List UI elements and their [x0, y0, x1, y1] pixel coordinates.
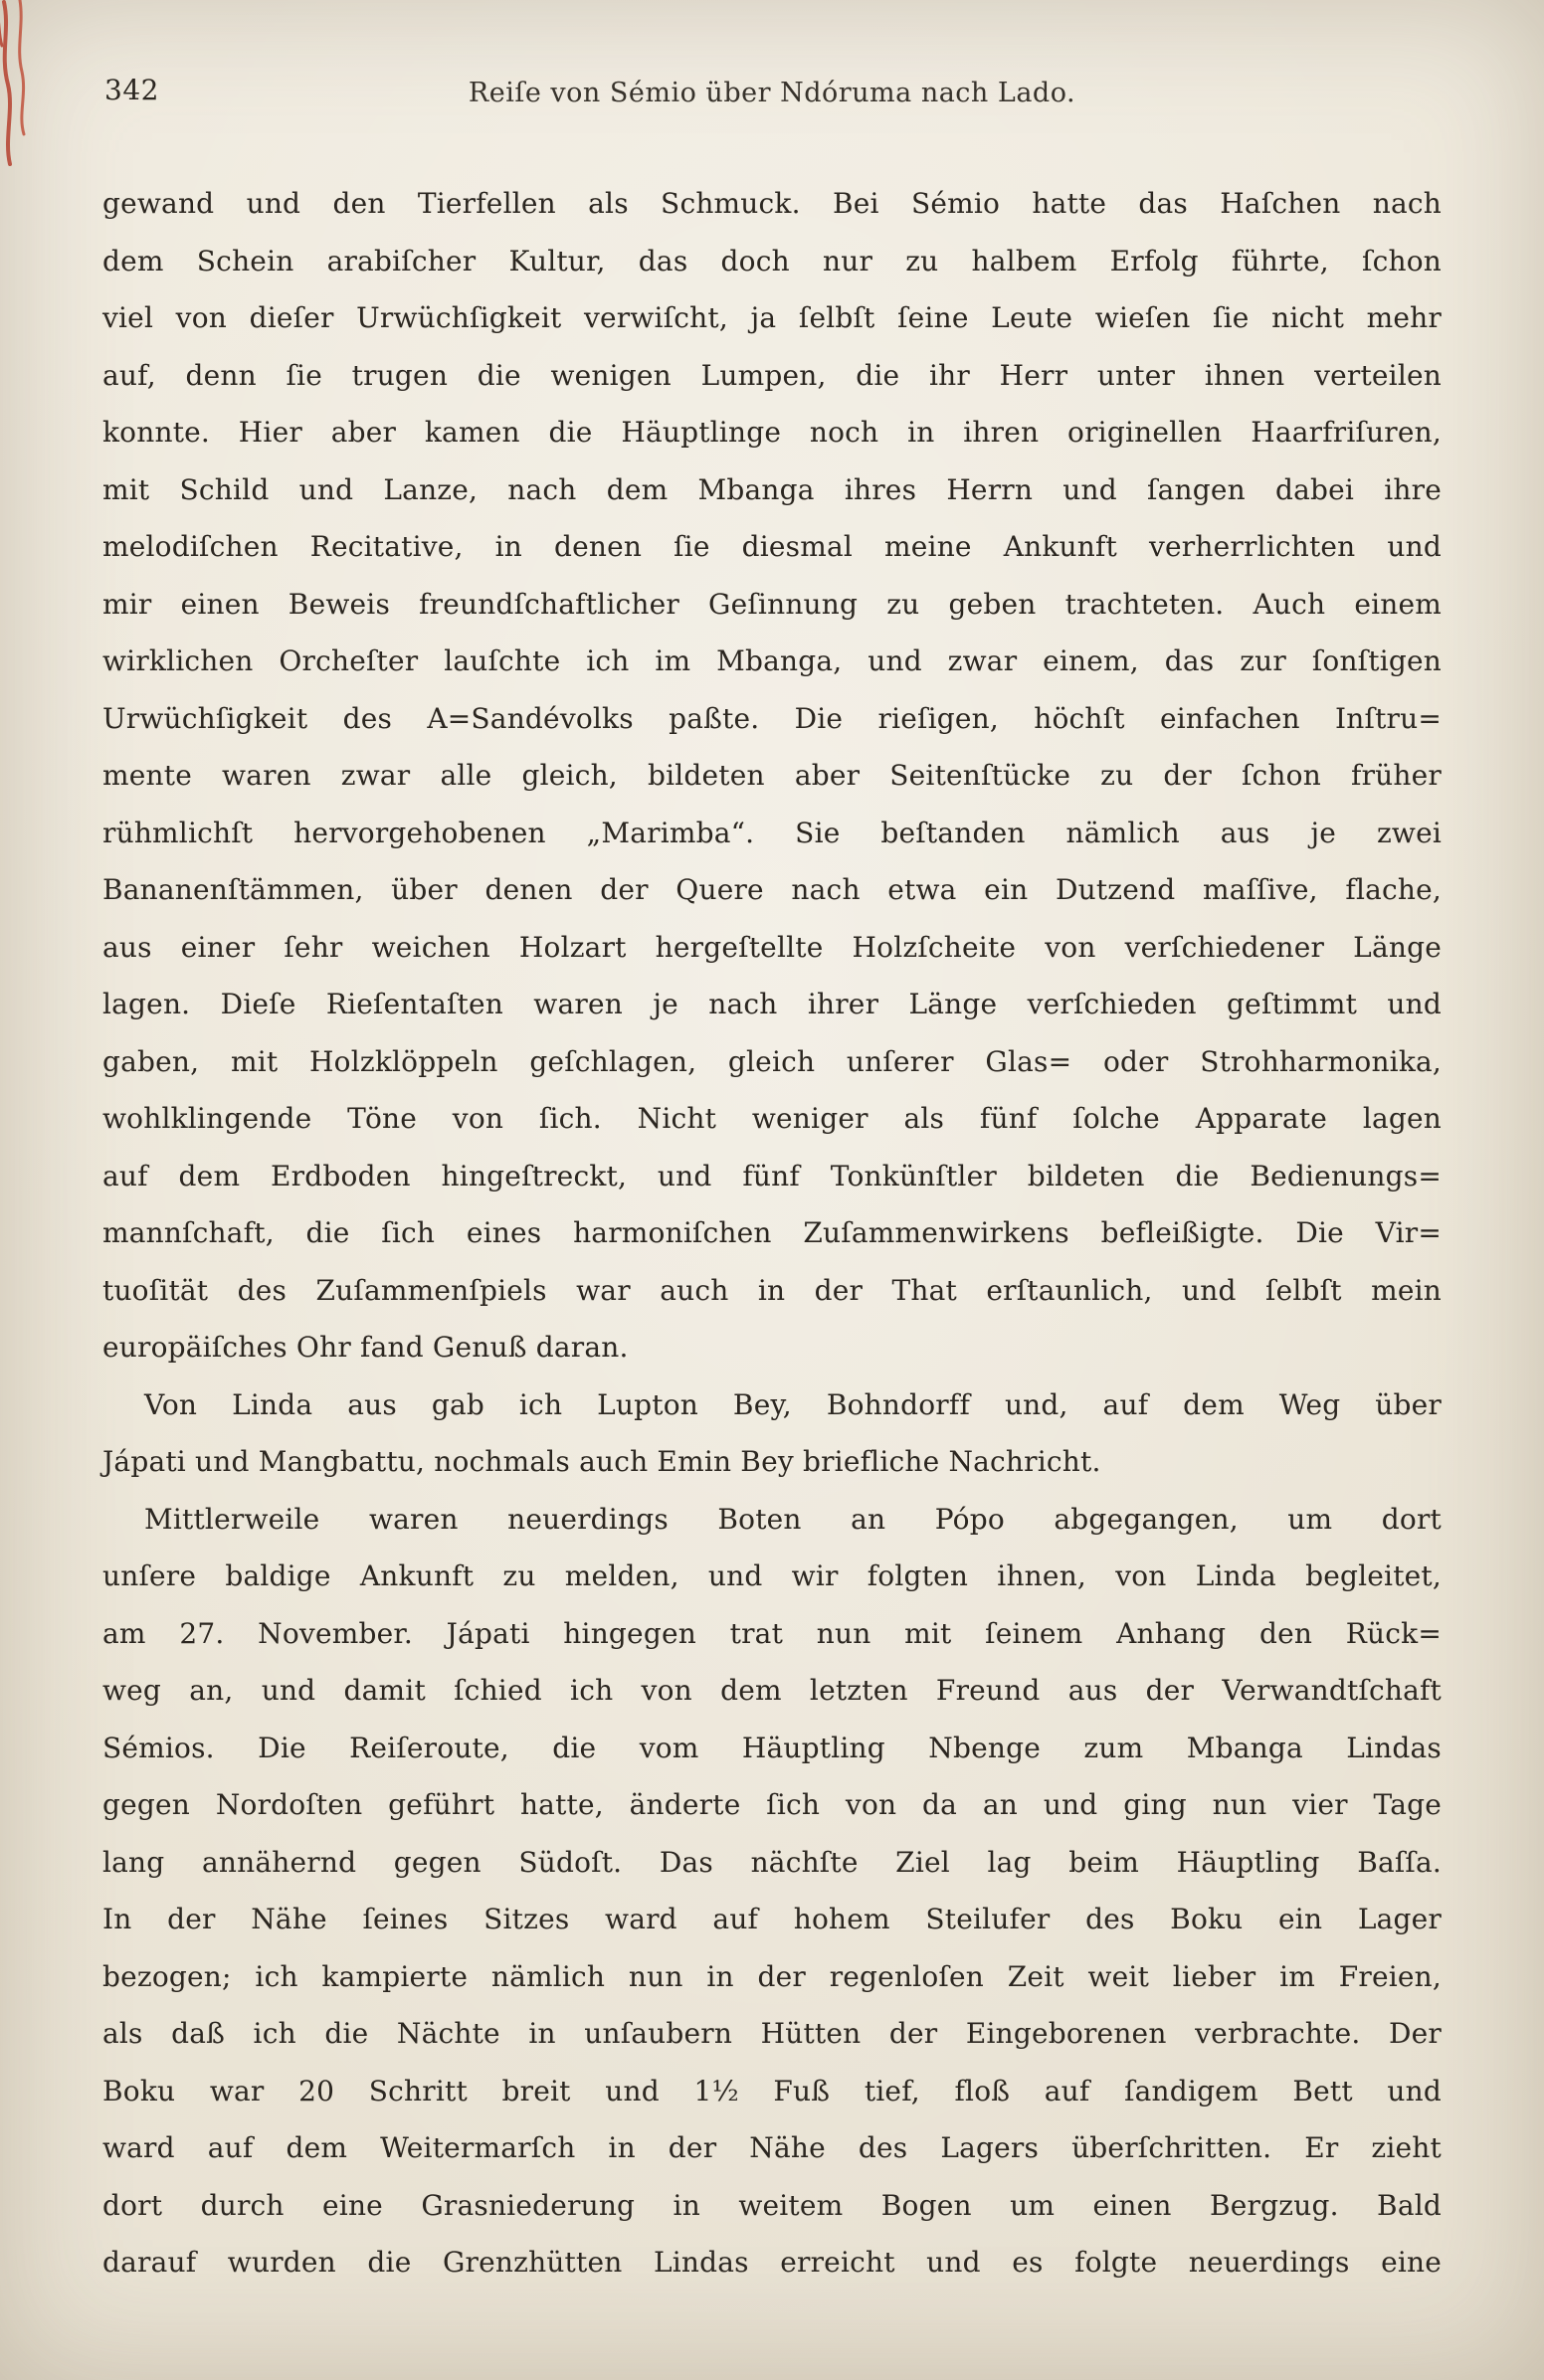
text-line: mir einen Beweis freundſchaftlicher Geſinnung zu geben trachteten. Auch einem — [102, 587, 1442, 621]
text-line: darauf wurden die Grenzhütten Lindas erreicht und es folgte neuerdings eine — [102, 2246, 1442, 2279]
text-line: ward auf dem Weitermarſch in der Nähe des Lagers überſchritten. Er zieht — [102, 2131, 1442, 2164]
text-line: dem Schein arabiſcher Kultur, das doch nur zu halbem Erfolg führte, ſchon — [102, 244, 1442, 277]
text-line: bezogen; ich kampierte nämlich nun in der regenloſen Zeit weit lieber im Freien, — [102, 1959, 1442, 1993]
text-line: viel von dieſer Urwüchſigkeit verwiſcht, ja ſelbſt ſeine Leute wieſen ſie nicht mehr — [102, 301, 1442, 334]
text-line: rühmlichſt hervorgehobenen „Marimba“. Sie beſtanden nämlich aus je zwei — [102, 816, 1442, 849]
text-line: als daß ich die Nächte in unſaubern Hütten der Eingeborenen verbrachte. Der — [102, 2017, 1442, 2050]
text-line: Sémios. Die Reiſeroute, die vom Häuptling Nbenge zum Mbanga Lindas — [102, 1731, 1442, 1764]
text-line: wirklichen Orcheſter lauſchte ich im Mbanga, und zwar einem, das zur ſonſtigen — [102, 644, 1442, 677]
text-line: Bananenſtämmen, über denen der Quere nach etwa ein Dutzend maſſive, flache, — [102, 873, 1442, 906]
text-line: Jápati und Mangbattu, nochmals auch Emin Bey briefliche Nachricht. — [102, 1445, 1101, 1478]
text-line: Von Linda aus gab ich Lupton Bey, Bohndorff und, auf dem Weg über — [144, 1387, 1442, 1421]
text-line: konnte. Hier aber kamen die Häuptlinge noch in ihren originellen Haarfriſuren, — [102, 416, 1442, 449]
text-line: unſere baldige Ankunft zu melden, und wir folgten ihnen, von Linda begleitet, — [102, 1559, 1442, 1592]
text-line: auf, denn ſie trugen die wenigen Lumpen, die ihr Herr unter ihnen verteilen — [102, 358, 1442, 392]
text-line: gaben, mit Holzklöppeln geſchlagen, gleich unſerer Glas= oder Strohharmonika, — [102, 1044, 1442, 1078]
text-line: mit Schild und Lanze, nach dem Mbanga ihres Herrn und ſangen dabei ihre — [102, 472, 1442, 506]
text-line: am 27. November. Jápati hingegen trat nun mit ſeinem Anhang den Rück= — [102, 1616, 1442, 1650]
text-line: melodiſchen Recitative, in denen ſie diesmal meine Ankunft verherrlichten und — [102, 530, 1442, 563]
text-line: gegen Nordoſten geführt hatte, änderte ſich von da an und ging nun vier Tage — [102, 1788, 1442, 1821]
red-ink-mark-icon — [0, 0, 42, 189]
page-number: 342 — [104, 74, 159, 106]
text-line: dort durch eine Grasniederung in weitem Bogen um einen Bergzug. Bald — [102, 2188, 1442, 2222]
text-line: gewand und den Tierfellen als Schmuck. Bei Sémio hatte das Haſchen nach — [102, 187, 1442, 220]
text-line: tuoſität des Zuſammenſpiels war auch in der That erſtaunlich, und ſelbſt mein — [102, 1273, 1442, 1307]
text-line: weg an, und damit ſchied ich von dem letzten Freund aus der Verwandtſchaft — [102, 1674, 1442, 1707]
text-line: auf dem Erdboden hingeſtreckt, und fünf Tonkünſtler bildeten die Bedienungs= — [102, 1159, 1442, 1192]
body-text — [102, 175, 1442, 2291]
page-header — [102, 0, 1442, 117]
text-line: In der Nähe ſeines Sitzes ward auf hohem Steilufer des Boku ein Lager — [102, 1903, 1442, 1935]
text-line: lang annähernd gegen Südoſt. Das nächſte Ziel lag beim Häuptling Baſſa. — [102, 1845, 1442, 1879]
text-line: mente waren zwar alle gleich, bildeten aber Seitenſtücke zu der ſchon früher — [102, 759, 1442, 792]
text-line: wohlklingende Töne von ſich. Nicht weniger als fünf ſolche Apparate lagen — [102, 1102, 1442, 1135]
text-line: lagen. Dieſe Rieſentaſten waren je nach ihrer Länge verſchieden geſtimmt und — [102, 988, 1442, 1020]
text-line: Boku war 20 Schritt breit und 1½ Fuß tief, floß auf ſandigem Bett und — [102, 2074, 1442, 2107]
text-line: Mittlerweile waren neuerdings Boten an Pópo abgegangen, um dort — [144, 1502, 1442, 1536]
text-line: mannſchaft, die ſich eines harmoniſchen Zuſammenwirkens befleißigte. Die Vir= — [102, 1216, 1442, 1249]
text-line: europäiſches Ohr fand Genuß daran. — [102, 1331, 629, 1364]
running-header-title: Reiſe von Sémio über Ndóruma nach Lado. — [468, 78, 1076, 108]
text-line: aus einer ſehr weichen Holzart hergeſtellte Holzſcheite von verſchiedener Länge — [102, 930, 1442, 964]
text-line: Urwüchſigkeit des A=Sandévolks paßte. Die rieſigen, höchſt einfachen Inſtru= — [102, 701, 1442, 735]
